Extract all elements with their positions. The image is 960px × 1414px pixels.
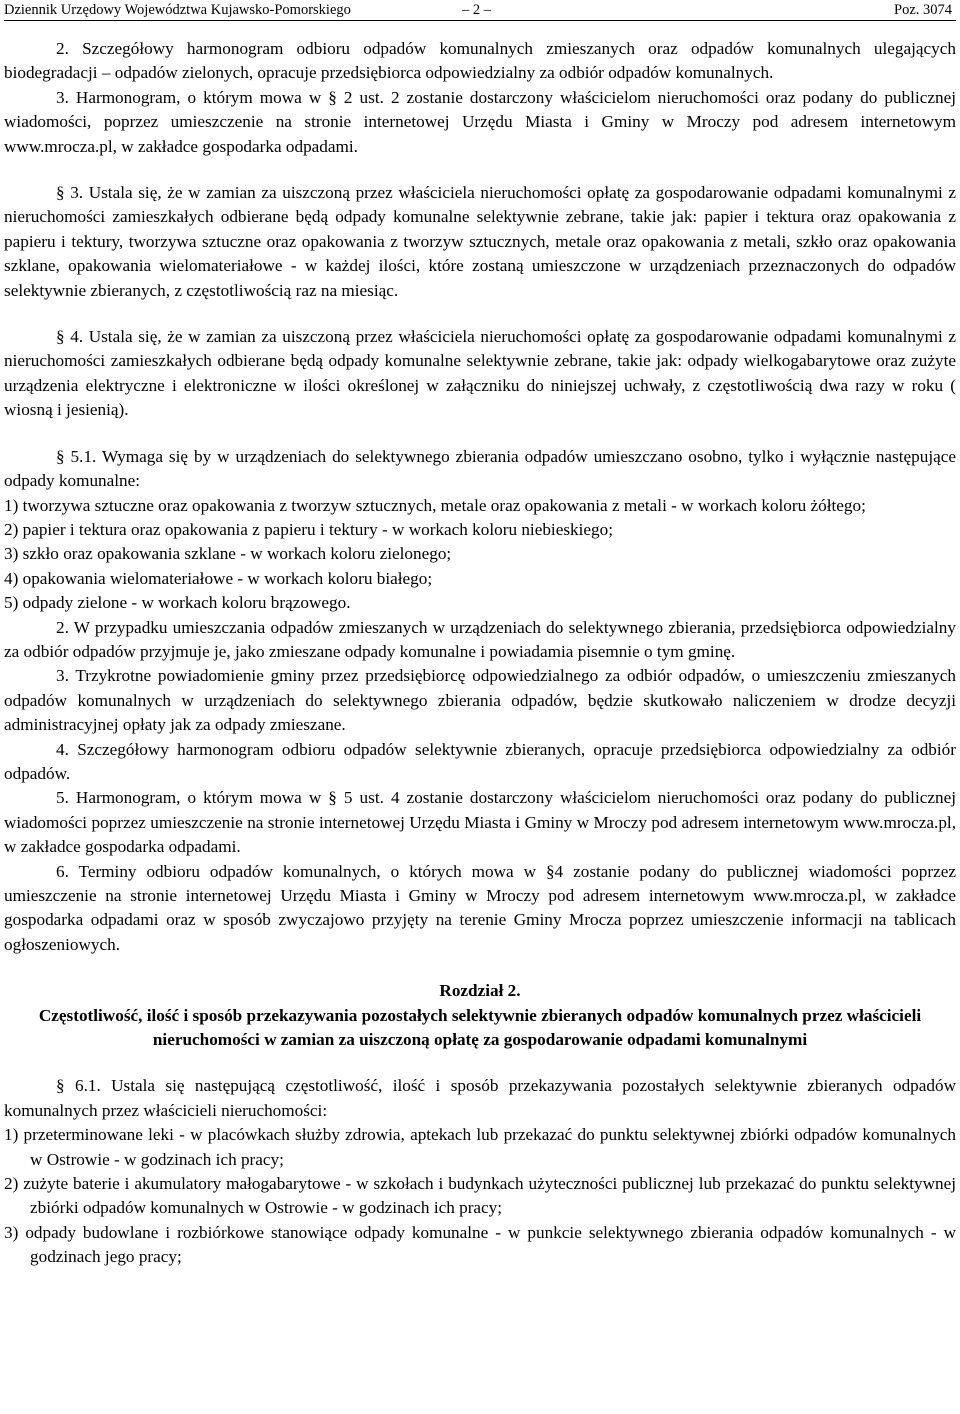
paragraph-2-2: 2. Szczegółowy harmonogram odbioru odpadów komunalnych zmieszanych oraz odpadów komunalnych ulegających biodegradacji – odpadów zielonych, opracuje przedsiębiorca odpowiedzialny za odbiór odpadów komunalnych. — [4, 39, 956, 83]
paragraph-5-6: 6. Terminy odbioru odpadów komunalnych, o których mowa w §4 zostanie podany do publicznej wiadomości poprzez umieszczenie na stronie internetowej Urzędu Miasta i Gminy w Mroczy pod adresem internetowym www.mrocza.pl, w zakładce gospodarka odpadami oraz w sposób zwyczajowo przyjęty na terenie Gminy Mrocza poprzez umieszczenie informacji na tablicach ogłoszeniowych. — [4, 861, 956, 954]
paragraph-5-4: 4. Szczegółowy harmonogram odbioru odpadów selektywnie zbieranych, opracuje przedsiębiorca odpowiedzialny za odbiór odpadów. — [4, 739, 956, 783]
list-item: 4) opakowania wielomateriałowe - w workach koloru białego; — [4, 568, 433, 588]
paragraph-4: § 4. Ustala się, że w zamian za uiszczoną przez właściciela nieruchomości opłatę za gospodarowanie odpadami komunalnymi z nieruchomości zamieszkałych odbierane będą odpady komunalne selektywnie zebrane, takie jak: odpady wielkogabarytowe oraz zużyte urządzenia elektryczne i elektroniczne w ilości określonej w załączniku do niniejszej uchwały, z częstotliwością dwa razy w roku ( wiosną i jesienią). — [4, 327, 956, 420]
list-item: 3) szkło oraz opakowania szklane - w workach koloru zielonego; — [4, 544, 452, 564]
page-number: – 2 – — [462, 2, 491, 18]
list-item: 1) przeterminowane leki - w placówkach służby zdrowia, aptekach lub przekazać do punktu selektywnej zbiórki odpadów komunalnych w Ostrowie - w godzinach ich pracy; — [4, 1125, 956, 1169]
chapter-title: Częstotliwość, ilość i sposób przekazywania pozostałych selektywnie zbieranych odpadów komunalnych przez właścicieli nieruchomości w zamian za uiszczoną opłatę za gospodarowanie odpadami komunalnymi — [38, 1005, 922, 1050]
paragraph-5-3: 3. Trzykrotne powiadomienie gminy przez przedsiębiorcę odpowiedzialnego za odbiór odpadów, o umieszczeniu zmieszanych odpadów komunalnych w urządzeniach do selektywnego zbierania odpadów, będzie skutkowało naliczeniem w drodze decyzji administracyjnej opłaty jak za odpady zmieszane. — [4, 666, 956, 735]
paragraph-3: § 3. Ustala się, że w zamian za uiszczoną przez właściciela nieruchomości opłatę za gospodarowanie odpadami komunalnymi z nieruchomości zamieszkałych odbierane będą odpady komunalne selektywnie zebrane, takie jak: papier i tektura oraz opakowania z papieru i tektury, tworzywa sztuczne oraz opakowania z tworzyw sztucznych, metale oraz opakowania z metali, szkło oraz opakowania szklane, opakowania wielomateriałowe - w każdej ilości, które zostaną umieszczone w urządzeniach przeznaczonych do odpadów selektywnie zbieranych, z częstotliwością raz na miesiąc. — [4, 183, 956, 300]
list-item: 3) odpady budowlane i rozbiórkowe stanowiące odpady komunalne - w punkcie selektywnego zbierania odpadów komunalnych - w godzinach jego pracy; — [4, 1222, 956, 1267]
journal-title: Dziennik Urzędowy Województwa Kujawsko-Pomorskiego — [4, 2, 351, 18]
position-number: Poz. 3074 — [894, 2, 952, 18]
paragraph-6-1: § 6.1. Ustala się następującą częstotliwość, ilość i sposób przekazywania pozostałych selektywnie zbieranych odpadów komunalnych przez właścicieli nieruchomości: — [4, 1076, 956, 1120]
list-item: 1) tworzywa sztuczne oraz opakowania z tworzyw sztucznych, metale oraz opakowania z metali - w workach koloru żółtego; — [4, 495, 866, 515]
list-item: 2) papier i tektura oraz opakowania z papieru i tektury - w workach koloru niebieskiego; — [4, 519, 613, 539]
paragraph-5-1: § 5.1. Wymaga się by w urządzeniach do selektywnego zbierania odpadów umieszczano osobno, tylko i wyłącznie następujące odpady komunalne: — [4, 446, 956, 491]
list-item: 5) odpady zielone - w workach koloru brązowego. — [4, 593, 351, 613]
paragraph-5-2: 2. W przypadku umieszczania odpadów zmieszanych w urządzeniach do selektywnego zbierania, przedsiębiorca odpowiedzialny za odbiór odpadów przyjmuje je, jako zmieszane odpady komunalne i powiadamia pisemnie o tym gminę. — [4, 617, 956, 661]
page-header — [4, 0, 956, 21]
list-item: 2) zużyte baterie i akumulatory małogabarytowe - w szkołach i budynkach użyteczności publicznej lub przekazać do punktu selektywnej zbiórki odpadów komunalnych w Ostrowie - w godzinach ich pracy; — [4, 1174, 956, 1218]
document-page — [4, 0, 956, 1270]
paragraph-5-5: 5. Harmonogram, o którym mowa w § 5 ust. 4 zostanie dostarczony właścicielom nieruchomości oraz podany do publicznej wiadomości poprzez umieszczenie na stronie internetowej Urzędu Miasta i Gminy w Mroczy pod adresem internetowym www.mrocza.pl, w zakładce gospodarka odpadami. — [4, 788, 956, 857]
paragraph-2-3: 3. Harmonogram, o którym mowa w § 2 ust. 2 zostanie dostarczony właścicielom nieruchomości oraz podany do publicznej wiadomości, poprzez umieszczenie na stronie internetowej Urzędu Miasta i Gminy w Mroczy pod adresem internetowym www.mrocza.pl, w zakładce gospodarka odpadami. — [4, 87, 956, 156]
chapter-label: Rozdział 2. — [439, 981, 521, 1001]
